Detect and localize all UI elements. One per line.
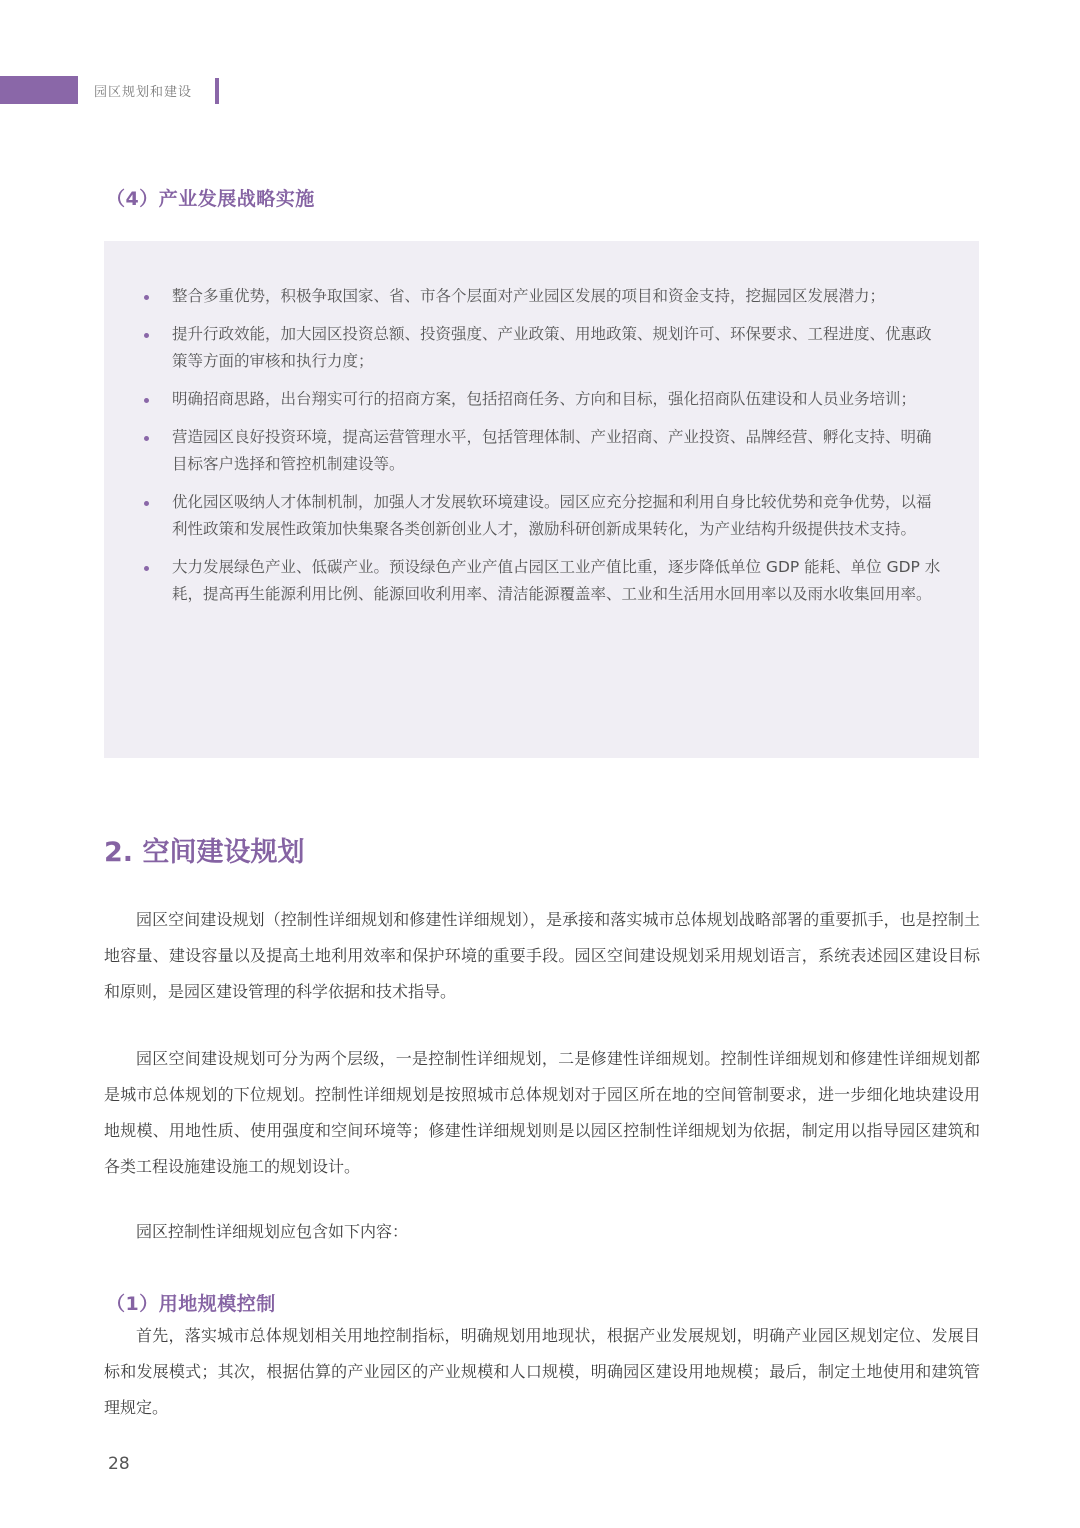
bullet-item: 提升行政效能，加大园区投资总额、投资强度、产业政策、用地政策、规划许可、环保要求、工程进度、优惠政策等方面的审核和执行力度； — [144, 321, 944, 375]
strategy-box — [104, 241, 979, 758]
strategy-bullet-list — [144, 283, 944, 619]
bullet-item: 优化园区吸纳人才体制机制，加强人才发展软环境建设。园区应充分挖掘和利用自身比较优势和竞争优势，以福利性政策和发展性政策加快集聚各类创新创业人才，激励科研创新成果转化，为产业结构升级提供技术支持。 — [144, 489, 944, 543]
paragraph-1: 园区空间建设规划（控制性详细规划和修建性详细规划），是承接和落实城市总体规划战略部署的重要抓手，也是控制土地容量、建设容量以及提高土地利用效率和保护环境的重要手段。园区空间建设规划采用规划语言，系统表述园区建设目标和原则，是园区建设管理的科学依据和技术指导。 — [104, 910, 980, 1001]
bullet-item: 营造园区良好投资环境，提高运营管理水平，包括管理体制、产业招商、产业投资、品牌经营、孵化支持、明确目标客户选择和管控机制建设等。 — [144, 424, 944, 478]
bullet-item: 明确招商思路，出台翔实可行的招商方案，包括招商任务、方向和目标，强化招商队伍建设和人员业务培训； — [144, 386, 944, 413]
section-2-title: 2. 空间建设规划 — [104, 837, 305, 868]
paragraph-3: 园区控制性详细规划应包含如下内容： — [136, 1222, 409, 1241]
paragraph-land-scale: 首先，落实城市总体规划相关用地控制指标，明确规划用地现状，根据产业发展规划，明确产业园区规划定位、发展目标和发展模式；其次，根据估算的产业园区的产业规模和人口规模，明确园区建设用地规模；最后，制定土地使用和建筑管理规定。 — [104, 1326, 980, 1417]
page-number: 28 — [108, 1454, 130, 1474]
header-section-label: 园区规划和建设 — [94, 85, 193, 100]
subsection-1-title: （1）用地规模控制 — [106, 1293, 276, 1315]
header-accent-bar — [0, 76, 78, 104]
paragraph-2: 园区空间建设规划可分为两个层级，一是控制性详细规划，二是修建性详细规划。控制性详细规划和修建性详细规划都是城市总体规划的下位规划。控制性详细规划是按照城市总体规划对于园区所在地的空间管制要求，进一步细化地块建设用地规模、用地性质、使用强度和空间环境等；修建性详细规划则是以园区控制性详细规划为依据，制定用以指导园区建筑和各类工程设施建设施工的规划设计。 — [104, 1049, 980, 1176]
header-divider — [215, 78, 219, 104]
bullet-item: 整合多重优势，积极争取国家、省、市各个层面对产业园区发展的项目和资金支持，挖掘园区发展潜力； — [144, 283, 944, 310]
subsection-4-title: （4）产业发展战略实施 — [106, 188, 315, 210]
bullet-item: 大力发展绿色产业、低碳产业。预设绿色产业产值占园区工业产值比重，逐步降低单位 GDP 能耗、单位 GDP 水耗，提高再生能源利用比例、能源回收利用率、清洁能源覆盖率、工业和生活用水回用率以及雨水收集回用率。 — [144, 554, 944, 608]
